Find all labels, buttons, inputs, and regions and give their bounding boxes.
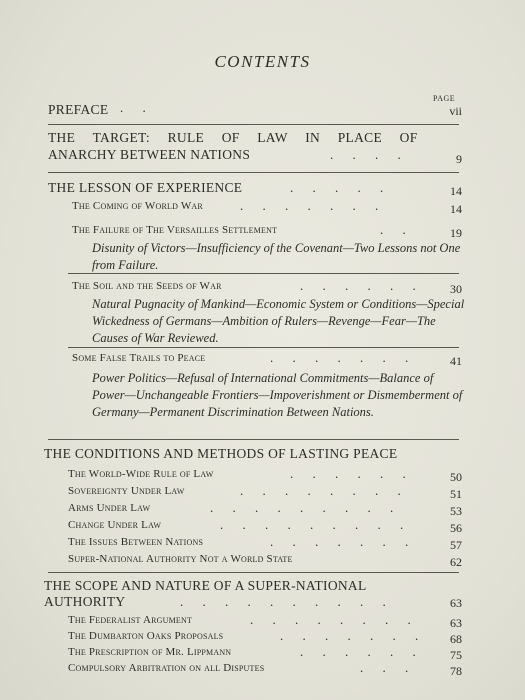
- dot-leader: . . . . . . .: [280, 628, 427, 643]
- page-number: 53: [450, 504, 462, 518]
- dot-leader: . . . . . . . . . .: [180, 594, 394, 609]
- dot-leader: . . . . . . . .: [250, 612, 419, 627]
- entry-preface: PREFACE: [48, 102, 109, 117]
- page-number: 41: [450, 354, 462, 368]
- subsection-divider: [68, 347, 459, 348]
- page-number: 14: [450, 202, 462, 216]
- page-number: 19: [450, 226, 462, 240]
- page-number: 30: [450, 282, 462, 296]
- dot-leader: . . . . . . .: [270, 534, 417, 549]
- dot-leader: . . . .: [330, 147, 409, 162]
- page-number: 75: [450, 648, 462, 662]
- entry-the-target-line1: THE TARGET: RULE OF LAW IN PLACE OF: [48, 130, 418, 145]
- section-divider: [48, 124, 459, 125]
- page-number: 68: [450, 632, 462, 646]
- entry-scope-and-nature-line2: AUTHORITY: [44, 594, 126, 609]
- subentry-false-trails: Some False Trails to Peace: [72, 352, 206, 364]
- subentry-compulsory-arbitration: Compulsory Arbitration on all Disputes: [68, 662, 265, 674]
- subentry-super-national-authority: Super-National Authority Not a World State: [68, 553, 293, 565]
- page-number: 51: [450, 487, 462, 501]
- entry-the-target-line2: ANARCHY BETWEEN NATIONS: [48, 147, 251, 162]
- subentry-sovereignty-under-law: Sovereignty Under Law: [68, 485, 185, 497]
- page-number: 62: [450, 555, 462, 569]
- dot-leader: . . . . . . . . .: [220, 517, 412, 532]
- dot-leader: . .: [120, 100, 154, 115]
- subentry-dumbarton-oaks: The Dumbarton Oaks Proposals: [68, 630, 224, 642]
- subsection-divider: [68, 273, 459, 274]
- subentry-prescription-lippmann: The Prescription of Mr. Lippmann: [68, 646, 232, 658]
- page-number: 63: [450, 596, 462, 610]
- page-number: 9: [456, 152, 462, 166]
- page-column-label: PAGE: [433, 94, 456, 103]
- subentry-world-wide-rule-of-law: The World-Wide Rule of Law: [68, 468, 214, 480]
- subentry-description: Disunity of Victors—Insufficiency of the Covenant—Two Lessons not One from Failure.: [92, 241, 461, 272]
- dot-leader: . . . . . .: [300, 644, 424, 659]
- section-divider: [48, 572, 459, 573]
- contents-heading: CONTENTS: [214, 52, 311, 71]
- subentry-issues-between-nations: The Issues Between Nations: [68, 536, 204, 548]
- section-divider: [48, 439, 459, 440]
- entry-scope-and-nature-line1: THE SCOPE AND NATURE OF A SUPER-NATIONAL: [44, 578, 367, 593]
- dot-leader: . . .: [360, 660, 417, 675]
- dot-leader: . . . . . . .: [240, 198, 387, 213]
- dot-leader: . . . . . . .: [270, 350, 417, 365]
- subentry-soil-and-seeds: The Soil and the Seeds of War: [72, 280, 222, 292]
- entry-lesson-of-experience: THE LESSON OF EXPERIENCE: [48, 180, 243, 195]
- subentry-description: Natural Pugnacity of Mankind—Economic System or Conditions—Special Wickedness of Germans—Ambition of Rulers—Revenge—Fear—The Causes of War Reviewed.: [92, 297, 465, 345]
- subentry-change-under-law: Change Under Law: [68, 519, 162, 531]
- page-number: 14: [450, 184, 462, 198]
- page-number: 57: [450, 538, 462, 552]
- dot-leader: . . . . . .: [290, 466, 414, 481]
- entry-conditions-and-methods: THE CONDITIONS AND METHODS OF LASTING PEACE: [44, 446, 398, 461]
- section-divider: [48, 172, 459, 173]
- page-number: 63: [450, 616, 462, 630]
- subentry-failure-of-versailles: The Failure of The Versailles Settlement: [72, 224, 278, 236]
- dot-leader: . . . . . . . .: [240, 483, 409, 498]
- subentry-description: Power Politics—Refusal of International Commitments—Balance of Power—Unchangeable Frontiers—Impoverishment or Dismemberment of Germany—Permanent Discrimination Between Nations.: [92, 371, 463, 419]
- page-number: 78: [450, 664, 462, 678]
- page-number: 50: [450, 470, 462, 484]
- page-number: 56: [450, 521, 462, 535]
- subentry-coming-of-world-war: The Coming of World War: [72, 200, 203, 212]
- page-number: vii: [449, 104, 462, 118]
- subentry-federalist-argument: The Federalist Argument: [68, 614, 193, 626]
- subentry-arms-under-law: Arms Under Law: [68, 502, 151, 514]
- dot-leader: . . . . .: [290, 180, 392, 195]
- dot-leader: . . . . . .: [300, 278, 424, 293]
- dot-leader: . .: [380, 222, 414, 237]
- dot-leader: . . . . . . . . .: [210, 500, 402, 515]
